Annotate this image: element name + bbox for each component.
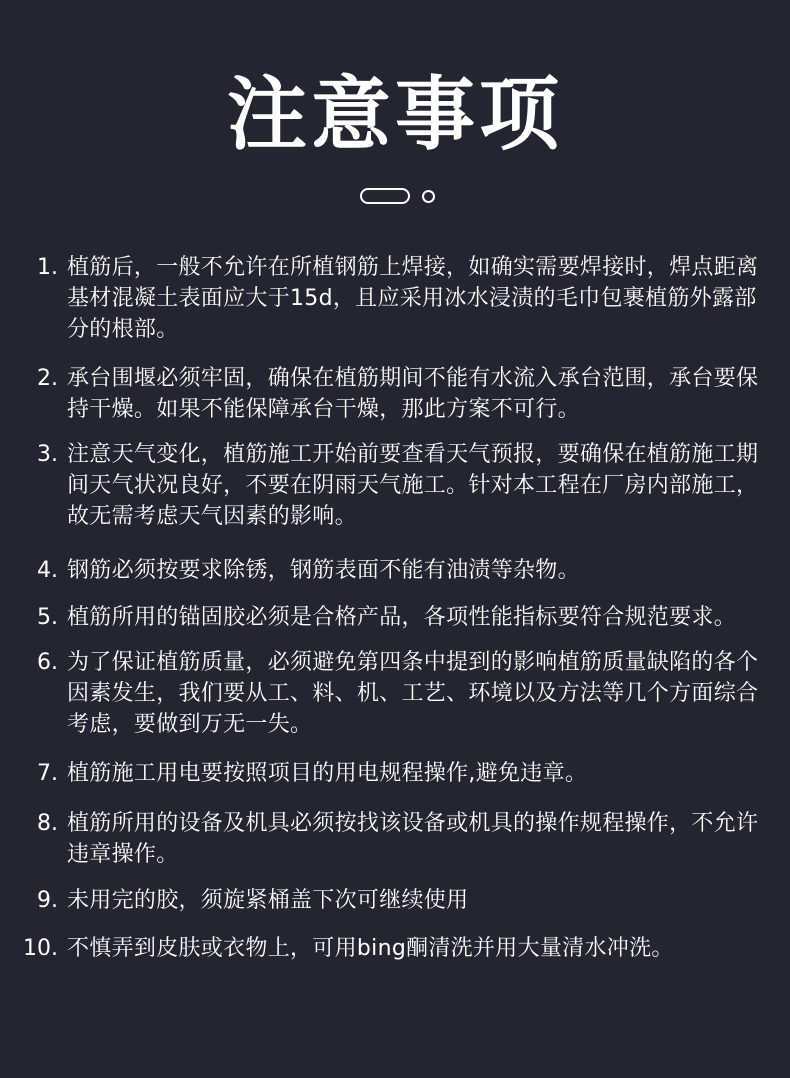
item-text: 不慎弄到皮肤或衣物上，可用bing酮清洗并用大量清水冲洗。 xyxy=(67,936,674,961)
item-number: 1. xyxy=(37,255,58,280)
item-number: 6. xyxy=(37,650,58,675)
item-text: 植筋后，一般不允许在所植钢筋上焊接，如确实需要焊接时，焊点距离基材混凝土表面应大于15d，且应采用冰水浸渍的毛巾包裹植筋外露部分的根部。 xyxy=(67,255,759,342)
item-text: 未用完的胶，须旋紧桶盖下次可继续使用 xyxy=(67,888,469,913)
circle-outline-icon xyxy=(422,190,435,203)
item-text: 植筋所用的设备及机具必须按找该设备或机具的操作规程操作，不允许违章操作。 xyxy=(67,811,759,867)
pill-outline-icon xyxy=(360,188,410,204)
item-number: 9. xyxy=(37,888,58,913)
item-number: 8. xyxy=(37,811,58,836)
item-number: 2. xyxy=(37,366,58,391)
item-text: 承台围堰必须牢固，确保在植筋期间不能有水流入承台范围，承台要保持干燥。如果不能保障承台干燥，那此方案不可行。 xyxy=(67,366,759,422)
item-number: 5. xyxy=(37,605,58,630)
item-text: 为了保证植筋质量，必须避免第四条中提到的影响植筋质量缺陷的各个因素发生，我们要从工、料、机、工艺、环境以及方法等几个方面综合考虑，要做到万无一失。 xyxy=(67,650,759,737)
item-number: 4. xyxy=(37,558,58,583)
item-number: 3. xyxy=(37,442,58,467)
item-text: 植筋施工用电要按照项目的用电规程操作,避免违章。 xyxy=(67,761,588,786)
item-text: 注意天气变化，植筋施工开始前要查看天气预报，要确保在植筋施工期间天气状况良好，不要在阴雨天气施工。针对本工程在厂房内部施工，故无需考虑天气因素的影响。 xyxy=(67,442,759,529)
item-text: 钢筋必须按要求除锈，钢筋表面不能有油渍等杂物。 xyxy=(67,558,580,583)
item-text: 植筋所用的锚固胶必须是合格产品，各项性能指标要符合规范要求。 xyxy=(67,605,737,630)
item-number: 7. xyxy=(37,761,58,786)
page-title: 注意事项 xyxy=(227,68,563,161)
title-divider xyxy=(360,186,440,206)
item-number: 10. xyxy=(23,936,58,961)
